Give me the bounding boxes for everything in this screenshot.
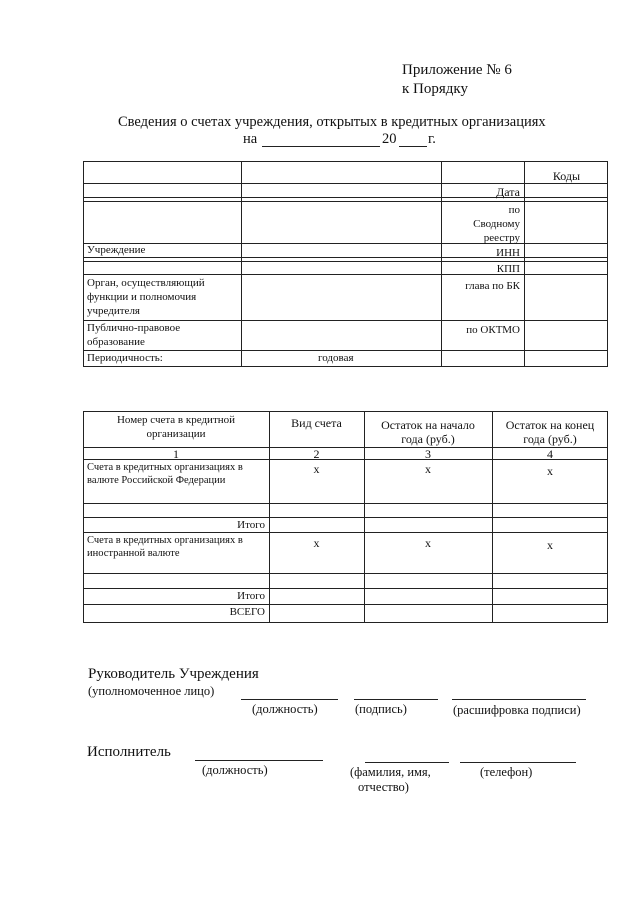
executor-position-line xyxy=(195,760,323,761)
col-account-number-2: организации xyxy=(146,428,206,440)
foreign-total-label: Итого xyxy=(237,590,265,602)
rub-start-x: х xyxy=(425,462,431,476)
foreign-type-x: х xyxy=(313,536,320,550)
col-account-number-1: Номер счета в кредитной xyxy=(116,414,236,426)
col-number-1: 1 xyxy=(173,447,179,461)
kpp-label: КПП xyxy=(496,263,520,275)
page-title: Сведения о счетах учреждения, открытых в кредитных организациях xyxy=(118,114,546,130)
grand-total-label: ВСЕГО xyxy=(229,606,265,618)
public-entity-label-1: Публично-правовое xyxy=(87,322,181,334)
executor-name-caption-2: отчество) xyxy=(358,780,409,794)
top-table-border xyxy=(83,161,608,367)
executor-position-caption: (должность) xyxy=(202,763,268,777)
foreign-accounts-label-1: Счета в кредитных организациях в xyxy=(87,535,243,546)
executor-name-line xyxy=(365,762,449,763)
date-year-prefix: 20 xyxy=(382,131,397,147)
col-end-balance-1: Остаток на конец xyxy=(505,418,595,432)
periodicity-label: Периодичность: xyxy=(87,352,163,364)
inn-label: ИНН xyxy=(496,247,520,259)
executor-phone-caption: (телефон) xyxy=(480,765,533,779)
codes-header: Коды xyxy=(552,169,581,183)
col-account-type: Вид счета xyxy=(291,416,342,430)
registry-label-2: Сводному xyxy=(473,218,520,230)
date-suffix: г. xyxy=(428,131,436,147)
institution-label: Учреждение xyxy=(87,244,146,256)
foreign-start-x: х xyxy=(425,536,431,550)
appendix-number: Приложение № 6 xyxy=(402,62,512,78)
bk-head-label: глава по БК xyxy=(465,280,520,292)
registry-label-1: по xyxy=(508,204,520,216)
authorized-person-label: (уполномоченное лицо) xyxy=(88,684,215,698)
foreign-end-x: х xyxy=(547,538,553,552)
col-number-4: 4 xyxy=(547,447,553,461)
date-label: Дата xyxy=(496,185,520,199)
date-year-line xyxy=(399,146,427,147)
col-start-balance-1: Остаток на начало xyxy=(381,418,475,432)
rub-accounts-label-1: Счета в кредитных организациях в xyxy=(87,462,243,473)
col-number-3: 3 xyxy=(425,447,431,461)
founder-label-3: учредителя xyxy=(87,305,140,317)
date-day-line xyxy=(262,146,380,147)
executor-name-caption-1: (фамилия, имя, xyxy=(350,765,431,779)
date-prefix: на xyxy=(243,131,258,147)
head-decoding-line xyxy=(452,699,586,700)
registry-label-3: реестру xyxy=(483,232,520,244)
col-end-balance-2: года (руб.) xyxy=(523,432,577,446)
oktmo-label: по ОКТМО xyxy=(466,324,520,336)
public-entity-label-2: образование xyxy=(87,336,145,348)
rub-total-label: Итого xyxy=(237,519,265,531)
executor-label: Исполнитель xyxy=(87,744,171,760)
foreign-accounts-label-2: иностранной валюте xyxy=(87,548,180,559)
periodicity-value: годовая xyxy=(318,352,354,364)
founder-label-2: функции и полномочия xyxy=(87,291,197,303)
col-start-balance-2: года (руб.) xyxy=(401,432,455,446)
executor-phone-line xyxy=(460,762,576,763)
head-position-line xyxy=(241,699,338,700)
rub-type-x: х xyxy=(313,462,320,476)
rub-accounts-label-2: валюте Российской Федерации xyxy=(87,475,226,486)
rub-end-x: х xyxy=(547,464,553,478)
head-position-caption: (должность) xyxy=(252,702,318,716)
head-signature-caption: (подпись) xyxy=(355,702,407,716)
head-label: Руководитель Учреждения xyxy=(88,666,259,682)
head-decoding-caption: (расшифровка подписи) xyxy=(453,703,581,717)
head-signature-line xyxy=(354,699,438,700)
appendix-order: к Порядку xyxy=(402,81,468,97)
founder-label-1: Орган, осуществляющий xyxy=(87,277,205,289)
col-number-2: 2 xyxy=(313,447,320,461)
